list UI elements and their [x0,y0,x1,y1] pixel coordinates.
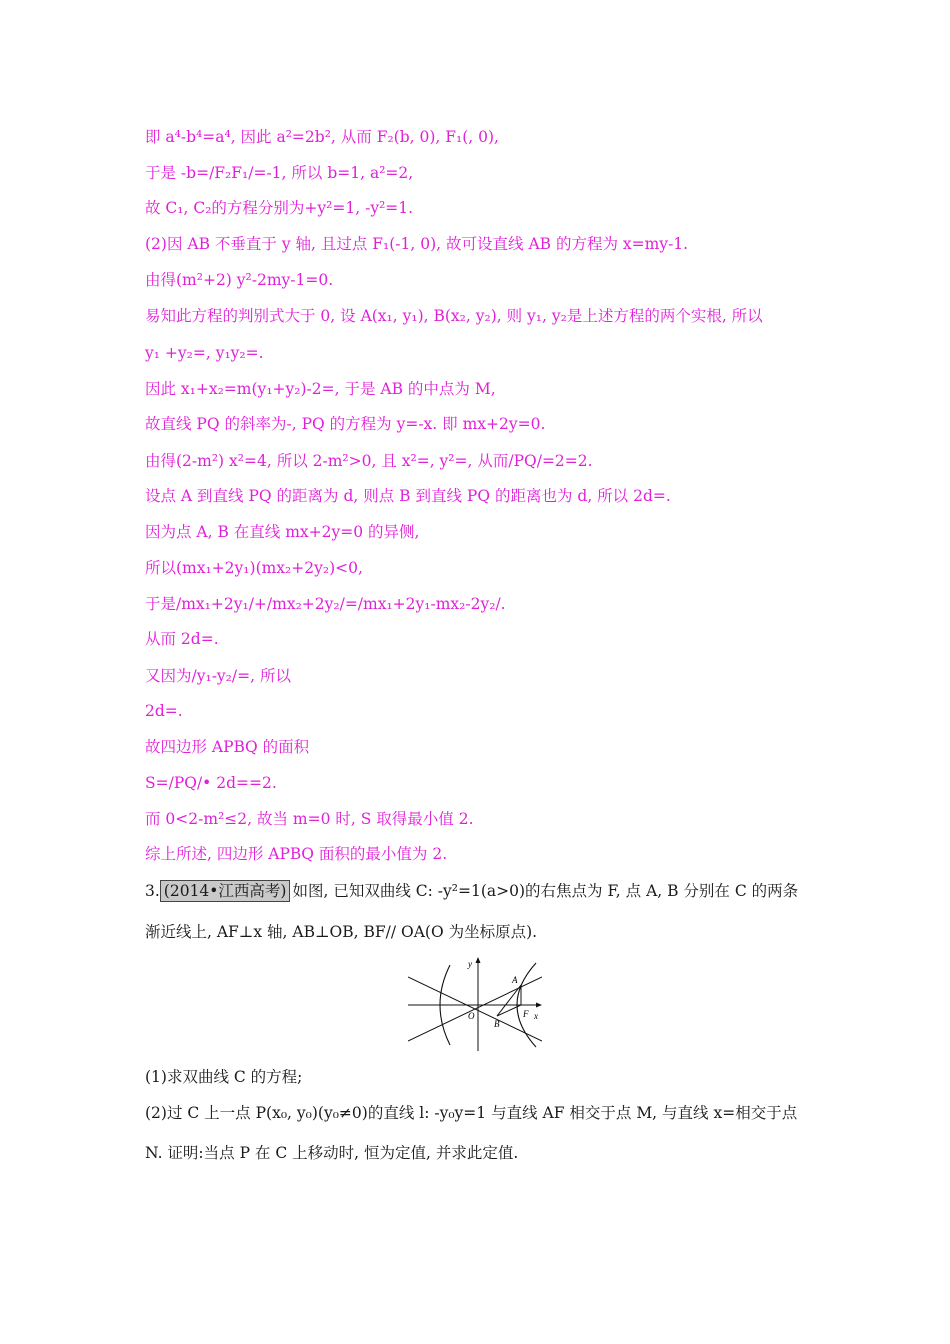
solution-line: 因此 x₁+x₂=m(y₁+y₂)-2=, 于是 AB 的中点为 M, [145,380,496,398]
label-f: F [523,1009,529,1019]
problem-number: 3. [145,882,160,900]
solution-line: 从而 2d=. [145,630,219,648]
solution-line: 2d=. [145,702,183,720]
x-axis-arrow [536,1003,542,1008]
source-tag: (2014•江西高考) [160,880,291,902]
hyperbola-figure [408,955,542,1051]
solution-line: 易知此方程的判别式大于 0, 设 A(x₁, y₁), B(x₂, y₂), 则 y₁, y₂是上述方程的两个实根, 所以 [145,307,763,325]
label-y: y [468,959,472,969]
solution-line: (2)因 AB 不垂直于 y 轴, 且过点 F₁(-1, 0), 故可设直线 AB 的方程为 x=my-1. [145,235,689,253]
solution-line: 因为点 A, B 在直线 mx+2y=0 的异侧, [145,523,420,541]
solution-line: S=/PQ/• 2d==2. [145,774,277,792]
solution-line: 于是 -b=/F₂F₁/=-1, 所以 b=1, a²=2, [145,164,414,182]
label-x: x [534,1011,538,1021]
problem-3-line-1 [145,880,798,902]
problem-text-1: 如图, 已知双曲线 C: -y²=1(a>0)的右焦点为 F, 点 A, B 分别在 C 的两条 [292,882,799,900]
solution-line: 综上所述, 四边形 APBQ 面积的最小值为 2. [145,845,448,863]
label-b: B [494,1019,500,1029]
solution-line: 由得(2-m²) x²=4, 所以 2-m²>0, 且 x²=, y²=, 从而/PQ/=2=2. [145,452,593,470]
label-a: A [512,975,518,985]
question-2-line-1: (2)过 C 上一点 P(x₀, y₀)(y₀≠0)的直线 l: -y₀y=1 与直线 AF 相交于点 M, 与直线 x=相交于点 [145,1104,798,1122]
solution-line: 于是/mx₁+2y₁/+/mx₂+2y₂/=/mx₁+2y₁-mx₂-2y₂/. [145,595,506,613]
solution-line: 由得(m²+2) y²-2my-1=0. [145,271,334,289]
question-1: (1)求双曲线 C 的方程; [145,1068,303,1086]
solution-line: y₁ +y₂=, y₁y₂=. [145,344,264,362]
solution-line: 即 a⁴-b⁴=a⁴, 因此 a²=2b², 从而 F₂(b, 0), F₁(, 0), [145,128,499,146]
y-axis-arrow [476,957,481,963]
solution-line: 设点 A 到直线 PQ 的距离为 d, 则点 B 到直线 PQ 的距离也为 d, 所以 2d=. [145,487,671,505]
question-2-line-2: N. 证明:当点 P 在 C 上移动时, 恒为定值, 并求此定值. [145,1144,519,1162]
solution-line: 又因为/y₁-y₂/=, 所以 [145,667,291,685]
problem-3-line-2: 渐近线上, AF⊥x 轴, AB⊥OB, BF// OA(O 为坐标原点). [145,923,538,941]
solution-line: 故直线 PQ 的斜率为-, PQ 的方程为 y=-x. 即 mx+2y=0. [145,415,546,433]
label-o: O [468,1011,475,1021]
solution-line: 故四边形 APBQ 的面积 [145,738,310,756]
solution-line: 而 0<2-m²≤2, 故当 m=0 时, S 取得最小值 2. [145,810,474,828]
solution-line: 所以(mx₁+2y₁)(mx₂+2y₂)<0, [145,559,363,577]
solution-line: 故 C₁, C₂的方程分别为+y²=1, -y²=1. [145,199,414,217]
